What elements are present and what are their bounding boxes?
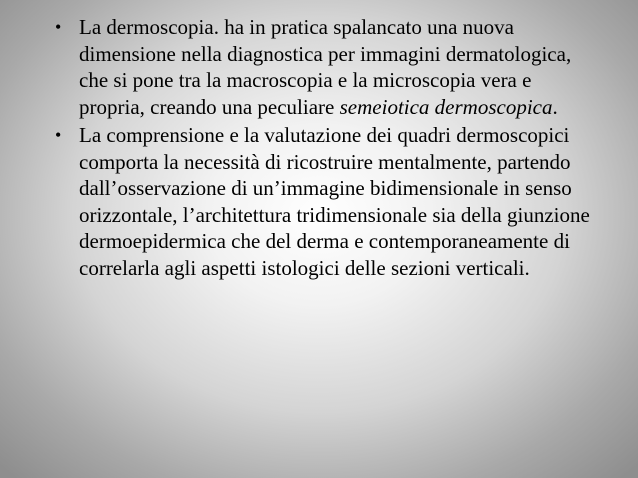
bullet-text-italic: semeiotica dermoscopica <box>339 94 553 119</box>
bullet-item-comprensione <box>55 122 595 281</box>
bullet-icon: • <box>55 17 62 37</box>
bullet-text: La comprensione e la valutazione dei quadri dermoscopici comporta la necessità di ricostruire mentalmente, partendo dall’osservazione di un’immagine bidimensionale in senso orizzontale, l’architettura tridimensionale sia della giunzione dermoepidermica che del derma e contemporaneamente di correlarla agli aspetti istologici delle sezioni verticali. <box>79 123 590 280</box>
bullet-list <box>55 14 595 283</box>
bullet-item-dermoscopia <box>55 14 595 120</box>
bullet-icon: • <box>55 125 62 145</box>
bullet-text: La dermoscopia. ha in pratica spalancato una nuova dimensione nella diagnostica per immagini dermatologica, che si pone tra la macroscopia e la microscopia vera e propria, creando una peculiare <box>79 15 572 119</box>
bullet-text-end: . <box>552 94 558 119</box>
